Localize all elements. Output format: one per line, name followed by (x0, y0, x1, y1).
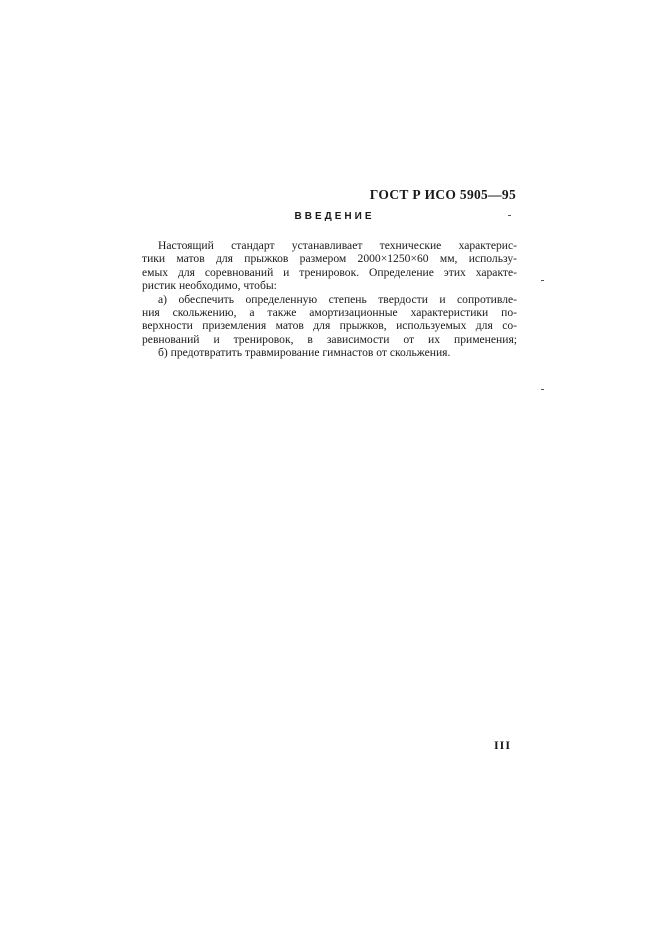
introduction-text (142, 239, 517, 360)
text-line: тики матов для прыжков размером 2000×1250×60 мм, использу- (142, 252, 517, 266)
text-line: а) обеспечить определенную степень твердости и сопротивле- (158, 292, 517, 306)
text-line: верхности приземления матов для прыжков, используемых для со- (142, 319, 517, 333)
scan-speck (541, 389, 544, 390)
document-code: ГОСТ Р ИСО 5905—95 (369, 187, 516, 202)
text-line: Настоящий стандарт устанавливает технические характерис- (158, 239, 517, 252)
page-number: III (493, 738, 511, 752)
section-title: ВВЕДЕНИЕ (294, 211, 375, 222)
text-line: емых для соревнований и тренировок. Определение этих характе- (142, 265, 517, 279)
text-line: ния скольжению, а также амортизационные характеристики по- (142, 305, 517, 319)
text-line: б) предотвратить травмирование гимнастов от скольжения. (158, 346, 451, 360)
scan-speck (541, 280, 544, 281)
text-line: ристик необходимо, чтобы: (142, 279, 277, 293)
text-line: ревнований и тренировок, в зависимости от их применения; (142, 332, 517, 346)
scan-speck (508, 215, 511, 216)
